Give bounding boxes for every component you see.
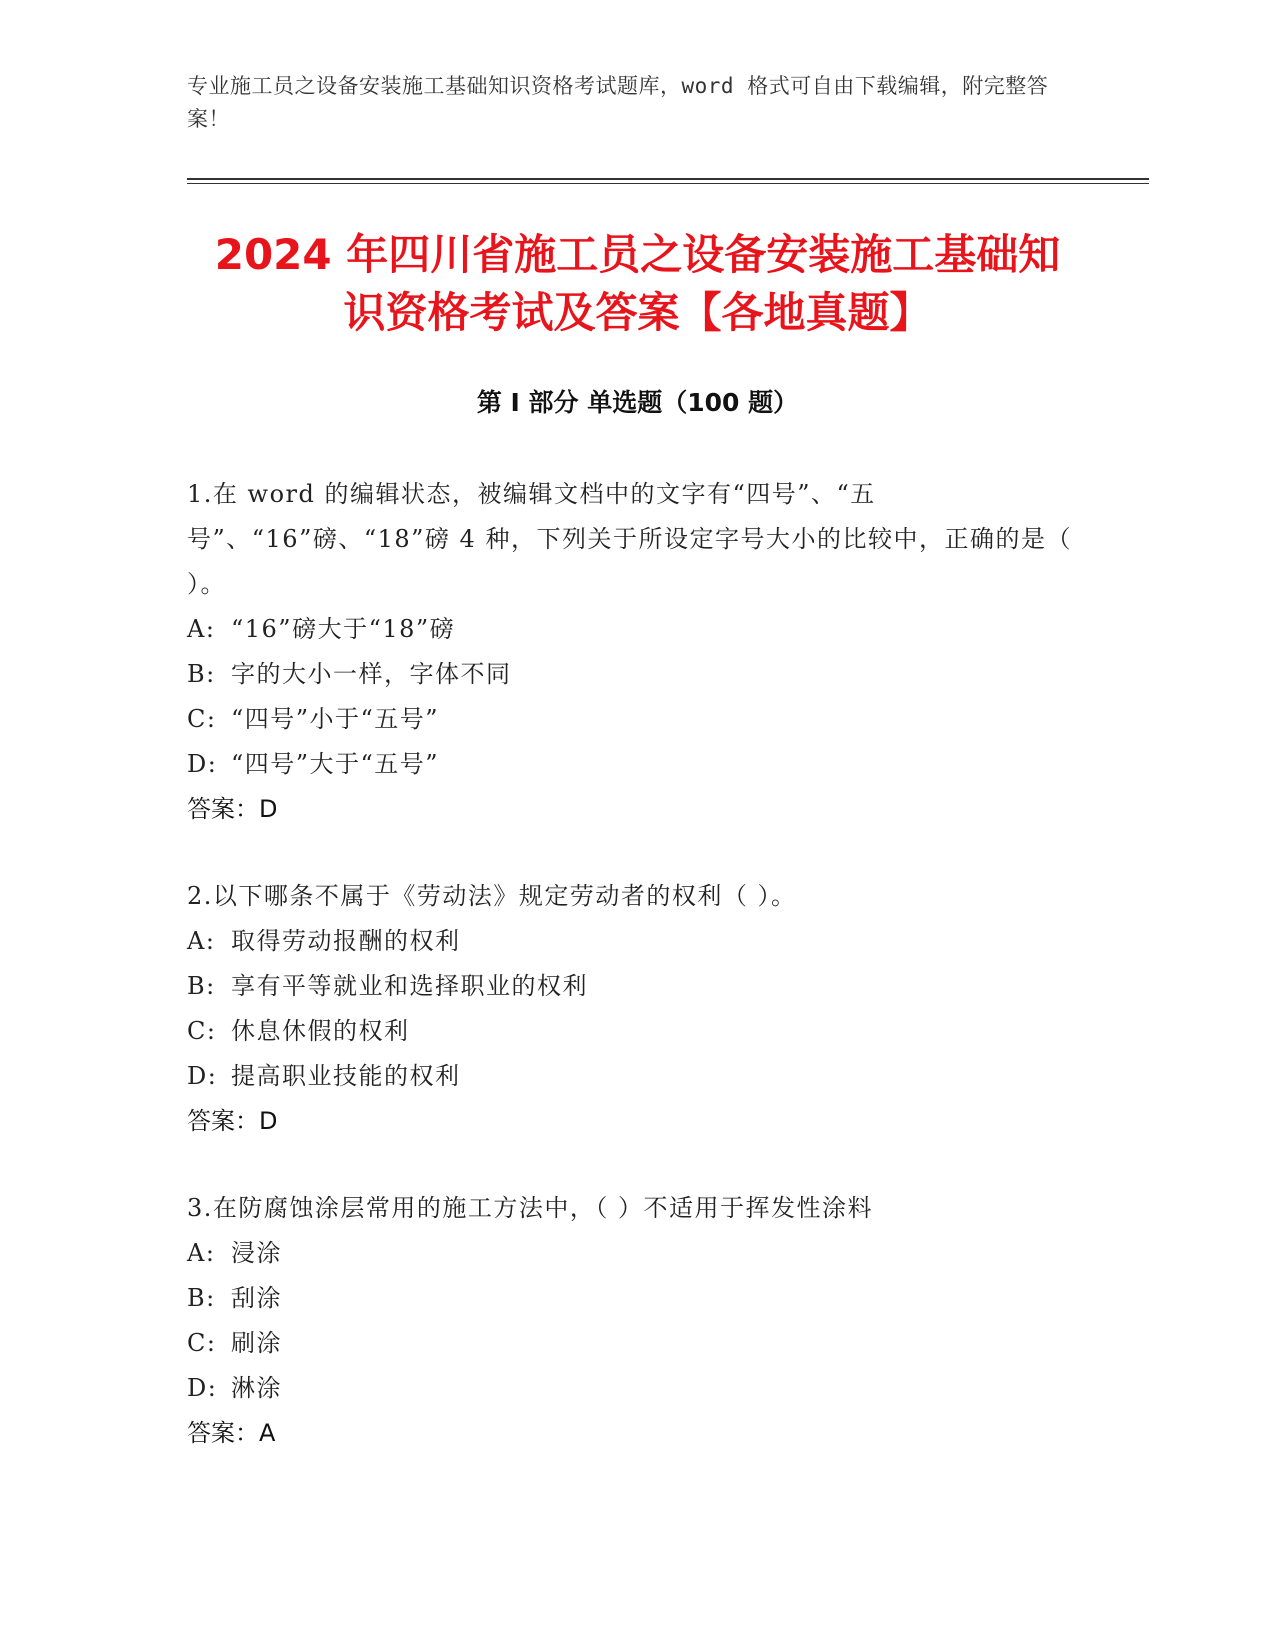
header-rule-thin [187,183,1149,184]
option-key: A: [187,615,216,643]
option-a [187,607,1087,652]
option-key: B: [187,1284,216,1312]
option-text: 取得劳动报酬的权利 [231,927,461,955]
title-line-1: 2024 年四川省施工员之设备安装施工基础知 [214,230,1061,279]
question-list [187,472,1087,1498]
option-key: D: [187,750,218,778]
option-key: A: [187,1239,216,1267]
option-b [187,652,1087,697]
option-text: 字的大小一样，字体不同 [231,660,512,688]
answer-line: 答案：D [187,795,278,823]
question-2 [187,874,1087,1144]
option-text: 刷涂 [231,1329,282,1357]
section-heading: 第 I 部分 单选题（100 题） [476,388,799,417]
title-line-2: 识资格考试及答案【各地真题】 [343,288,932,337]
answer-line: 答案：D [187,1107,278,1135]
question-1 [187,472,1087,832]
option-text: 享有平等就业和选择职业的权利 [231,972,588,1000]
option-text: 休息休假的权利 [231,1017,410,1045]
option-key: B: [187,972,216,1000]
option-b [187,1276,1087,1321]
option-d [187,1366,1087,1411]
answer-line: 答案：A [187,1419,276,1447]
option-c [187,1321,1087,1366]
document-title [0,226,1275,342]
option-key: D: [187,1374,218,1402]
option-d [187,1054,1087,1099]
option-c [187,697,1087,742]
option-c [187,1009,1087,1054]
header-note: 专业施工员之设备安装施工基础知识资格考试题库，word 格式可自由下载编辑，附完整答案！ [187,74,1049,131]
option-text: 淋涂 [231,1374,282,1402]
option-key: C: [187,705,217,733]
option-text: 提高职业技能的权利 [231,1062,461,1090]
option-text: “四号”大于“五号” [231,750,440,778]
header-rule-thick [187,178,1149,180]
question-stem: 1.在 word 的编辑状态，被编辑文档中的文字有“四号”、“五号”、“16”磅、“18”磅 4 种，下列关于所设定字号大小的比较中，正确的是（ ）。 [187,480,1072,598]
option-key: B: [187,660,216,688]
option-key: D: [187,1062,218,1090]
question-stem: 3.在防腐蚀涂层常用的施工方法中，（ ）不适用于挥发性涂料 [187,1194,874,1222]
option-text: “四号”小于“五号” [231,705,440,733]
option-a [187,1231,1087,1276]
option-text: 刮涂 [231,1284,282,1312]
option-key: C: [187,1329,217,1357]
question-stem: 2.以下哪条不属于《劳动法》规定劳动者的权利（ ）。 [187,882,797,910]
question-3 [187,1186,1087,1456]
option-a [187,919,1087,964]
option-d [187,742,1087,787]
option-text: “16”磅大于“18”磅 [231,615,456,643]
option-b [187,964,1087,1009]
option-text: 浸涂 [231,1239,282,1267]
option-key: C: [187,1017,217,1045]
option-key: A: [187,927,216,955]
